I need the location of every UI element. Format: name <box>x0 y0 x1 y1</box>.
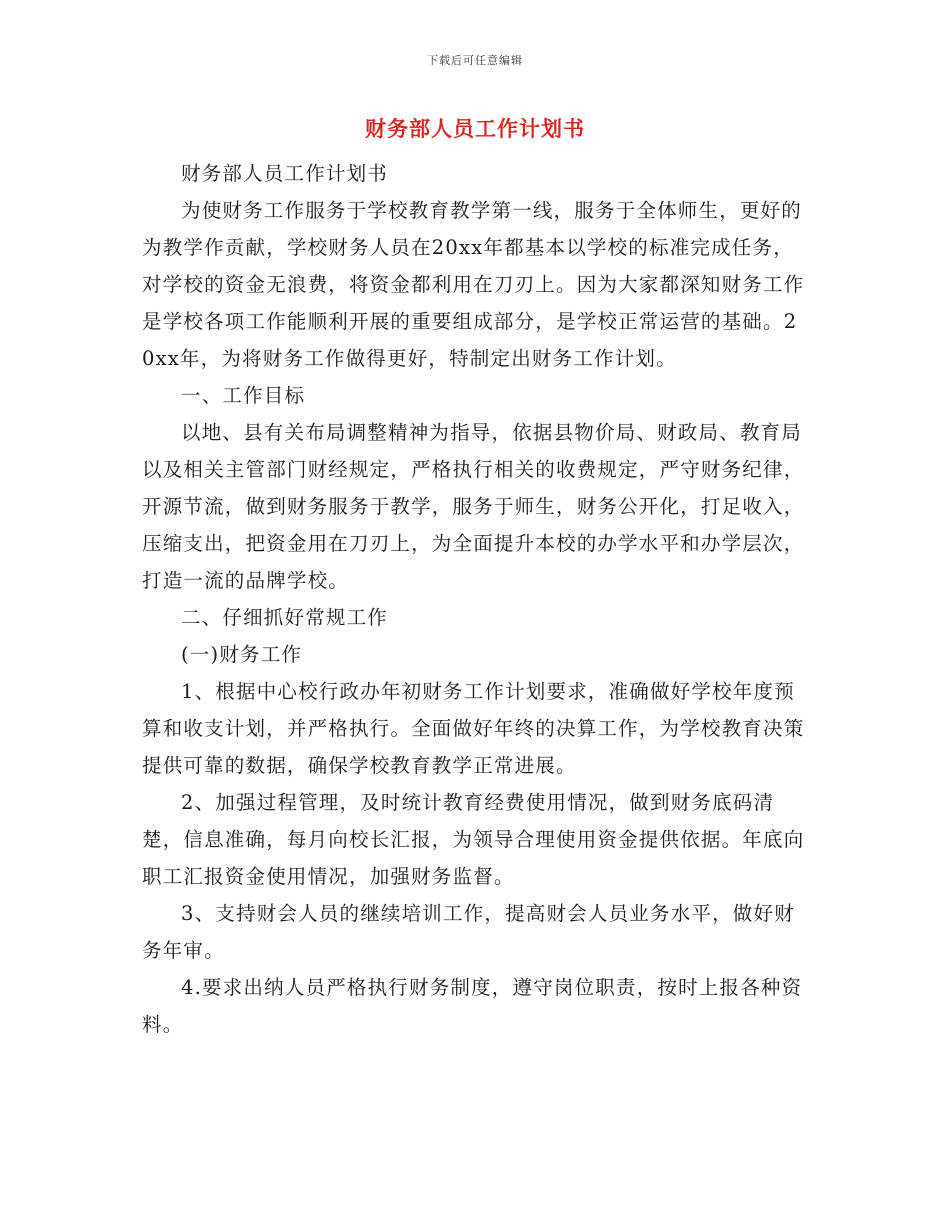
document-body <box>142 155 808 1043</box>
subsection-heading-finance: (一)财务工作 <box>181 643 303 666</box>
paragraph-heading: 财务部人员工作计划书 <box>181 162 389 185</box>
list-item: 3、支持财会人员的继续培训工作，提高财会人员业务水平，做好财务年审。 <box>142 902 795 962</box>
paragraph-goals: 以地、县有关布局调整精神为指导，依据县物价局、财政局、教育局以及相关主管部门财经规定，严格执行相关的收费规定，严守财务纪律，开源节流，做到财务服务于教学，服务于师生，财务公开化，打足收入，压缩支出，把资金用在刀刃上，为全面提升本校的办学水平和办学层次，打造一流的品牌学校。 <box>142 421 805 592</box>
section-heading-goals: 一、工作目标 <box>181 384 306 407</box>
list-item: 2、加强过程管理，及时统计教育经费使用情况，做到财务底码清楚，信息准确，每月向校长汇报，为领导合理使用资金提供依据。年底向职工汇报资金使用情况，加强财务监督。 <box>142 791 805 888</box>
list-item: 4.要求出纳人员严格执行财务制度，遵守岗位职责，按时上报各种资料。 <box>142 976 803 1036</box>
header-note: 下载后可任意编辑 <box>427 54 523 67</box>
section-heading-routine: 二、仔细抓好常规工作 <box>181 606 389 629</box>
paragraph-intro: 为使财务工作服务于学校教育教学第一线，服务于全体师生，更好的为教学作贡献，学校财务人员在20xx年都基本以学校的标准完成任务，对学校的资金无浪费，将资金都利用在刀刃上。因为大家都深知财务工作是学校各项工作能顺利开展的重要组成部分，是学校正常运营的基础。20xx年，为将财务工作做得更好，特制定出财务工作计划。 <box>142 199 805 370</box>
list-item: 1、根据中心校行政办年初财务工作计划要求，准确做好学校年度预算和收支计划，并严格执行。全面做好年终的决算工作，为学校教育决策提供可靠的数据，确保学校教育教学正常进展。 <box>142 680 805 777</box>
document-title: 财务部人员工作计划书 <box>365 117 585 141</box>
